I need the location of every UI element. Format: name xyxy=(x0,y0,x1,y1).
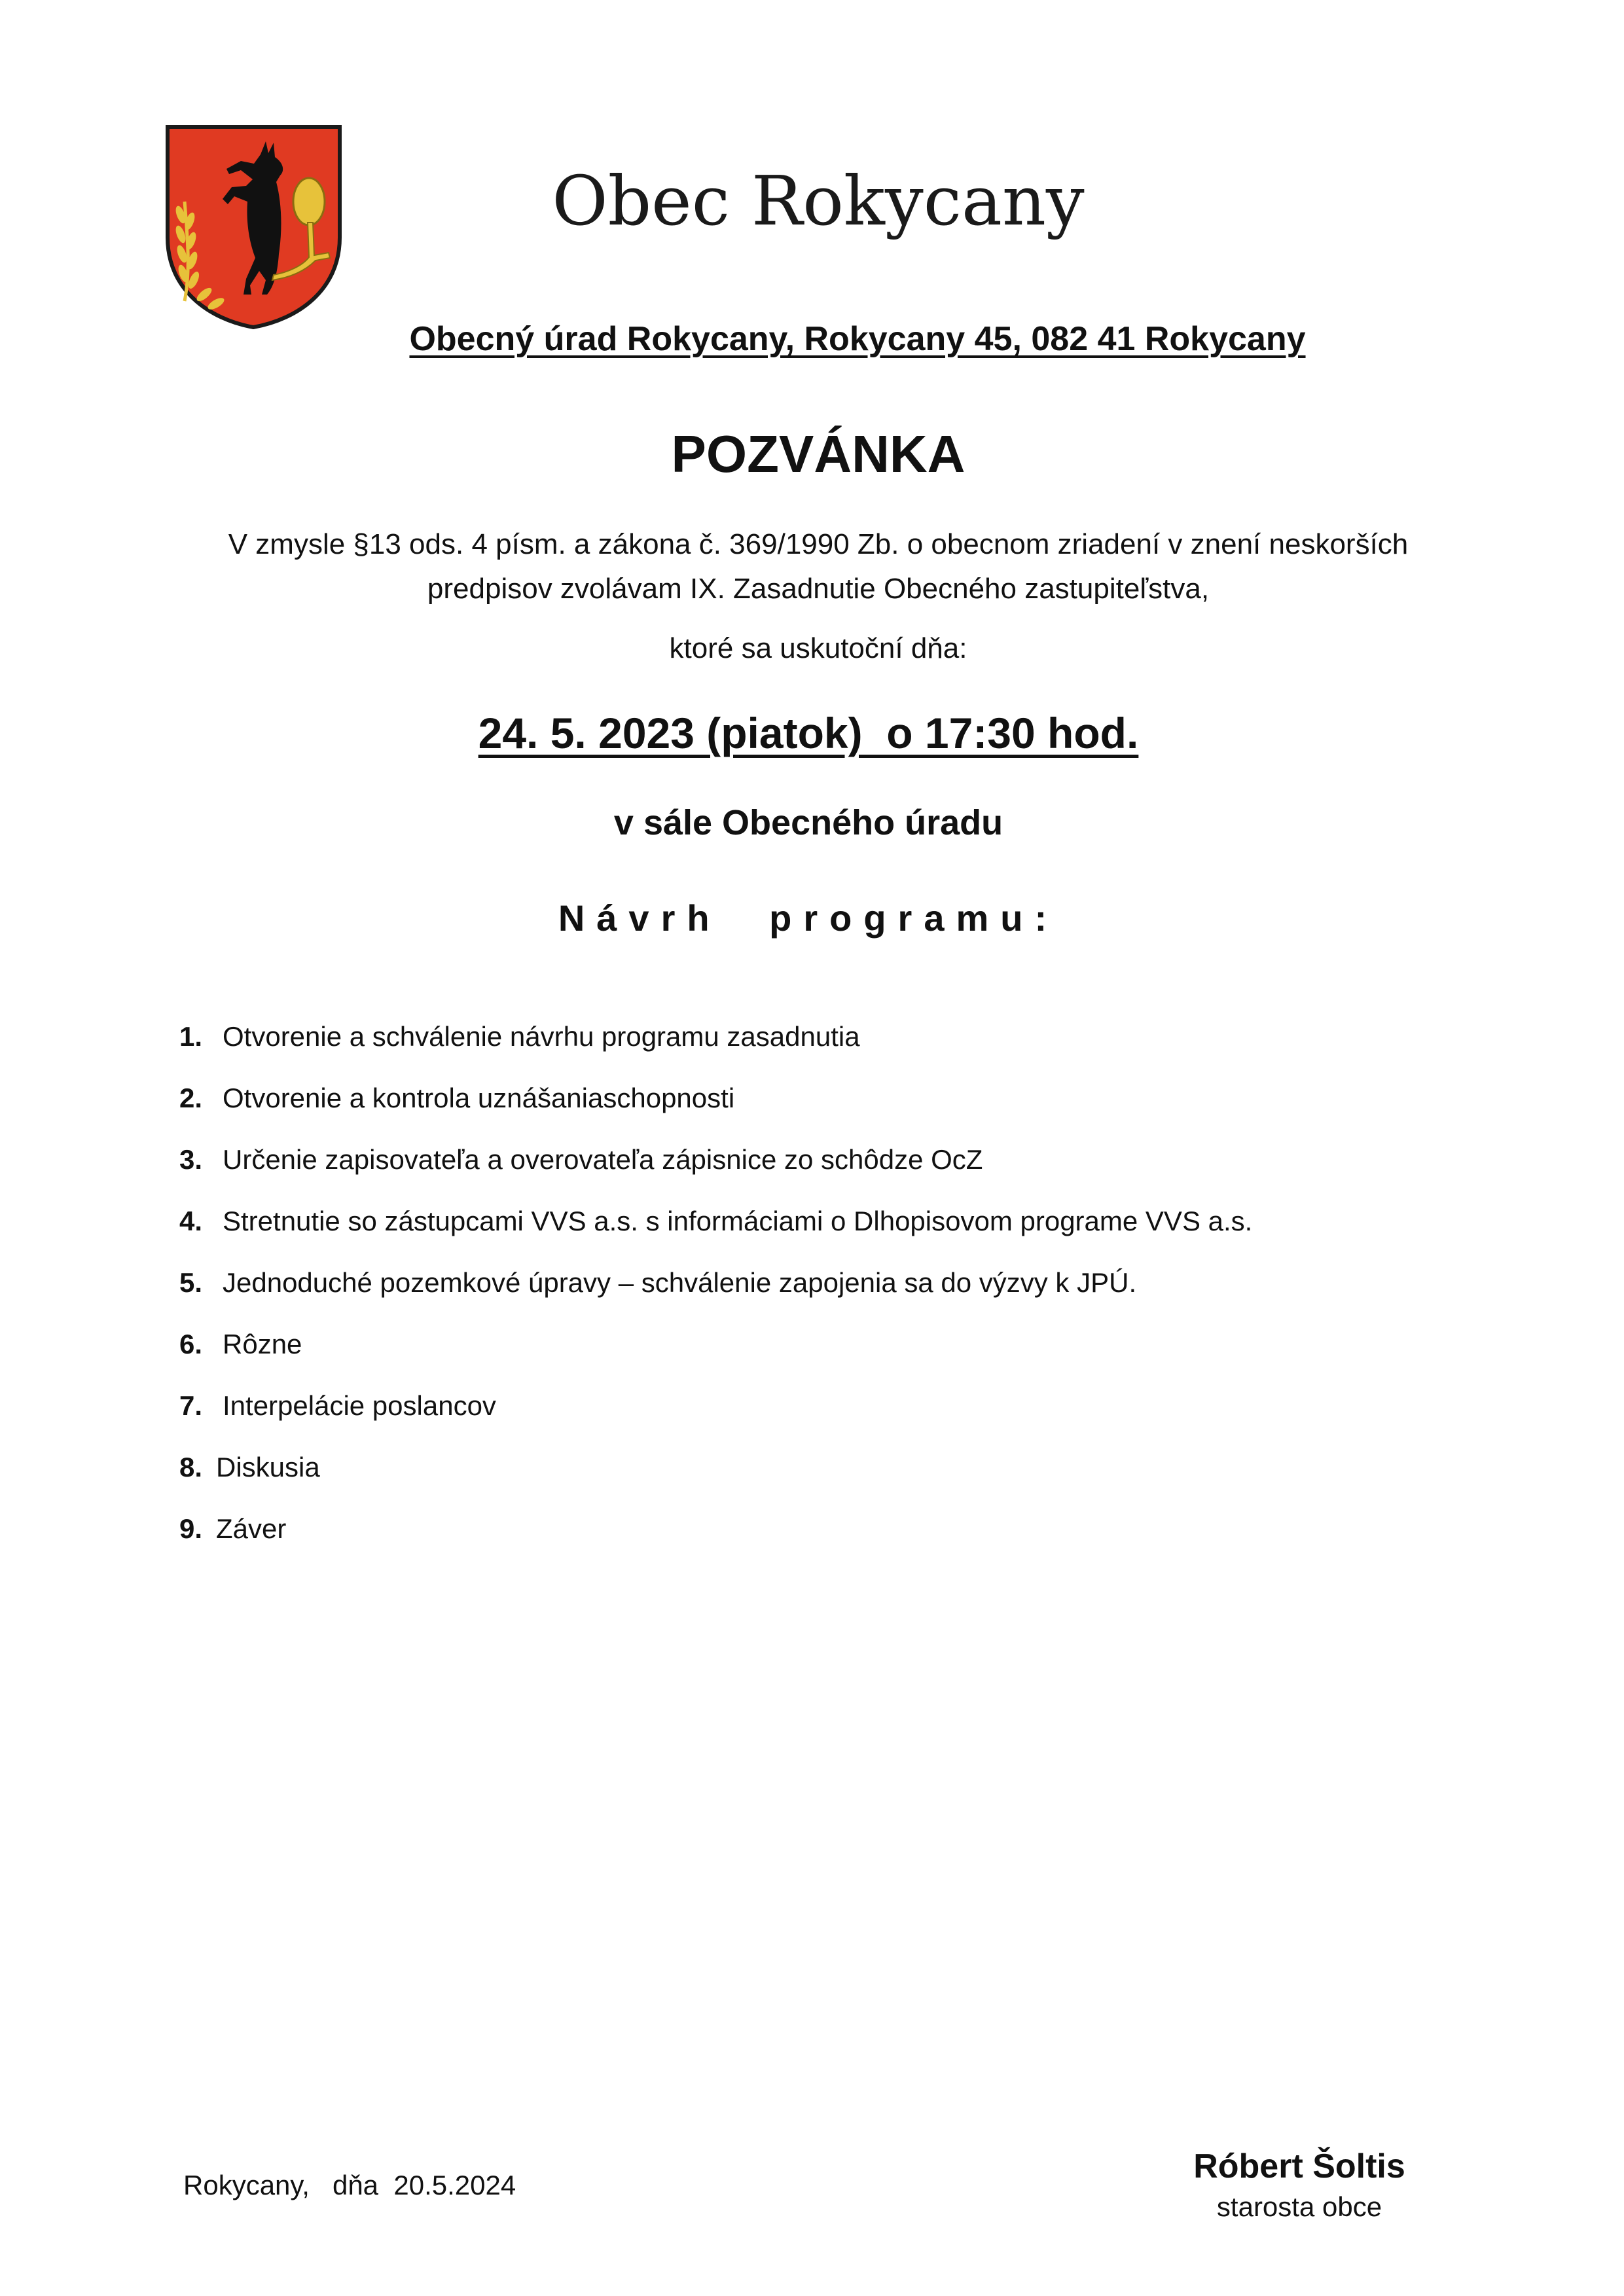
date-intro: ktoré sa uskutoční dňa: xyxy=(669,632,967,664)
item-number: 8. xyxy=(179,1452,203,1482)
program-item xyxy=(179,1206,1456,1267)
item-text: Otvorenie a schválenie návrhu programu zasadnutia xyxy=(223,1021,860,1052)
coat-of-arms-image xyxy=(164,123,344,331)
program-heading: Návrh programu: xyxy=(558,897,1059,939)
item-number: 1. xyxy=(179,1021,203,1052)
item-number: 5. xyxy=(179,1267,203,1298)
item-text: Interpelácie poslancov xyxy=(223,1390,496,1421)
intro-line-1: V zmysle §13 ods. 4 písm. a zákona č. 369/1990 Zb. o obecnom zriadení v znení neskorších xyxy=(228,528,1409,560)
item-text: Diskusia xyxy=(216,1452,320,1482)
item-number: 6. xyxy=(179,1329,203,1359)
item-text: Stretnutie so zástupcami VVS a.s. s informáciami o Dlhopisovom programe VVS a.s. xyxy=(223,1206,1253,1236)
program-item xyxy=(179,1452,1456,1513)
office-address: Obecný úrad Rokycany, Rokycany 45, 082 41 Rokycany xyxy=(409,320,1306,358)
item-text: Otvorenie a kontrola uznášaniaschopnosti xyxy=(223,1083,735,1113)
program-list xyxy=(179,1021,1456,1575)
item-text: Rôzne xyxy=(223,1329,302,1359)
item-number: 3. xyxy=(179,1144,203,1175)
program-item xyxy=(179,1083,1456,1144)
place-and-date: Rokycany, dňa 20.5.2024 xyxy=(183,2170,516,2200)
municipality-title: Obec Rokycany xyxy=(552,161,1085,241)
item-text: Záver xyxy=(216,1513,287,1544)
item-number: 4. xyxy=(179,1206,203,1236)
signer-role: starosta obce xyxy=(1216,2191,1382,2222)
program-item xyxy=(179,1390,1456,1452)
item-number: 2. xyxy=(179,1083,203,1113)
document-title: POZVÁNKA xyxy=(671,425,965,483)
program-item xyxy=(179,1267,1456,1329)
signer-name: Róbert Šoltis xyxy=(1193,2147,1405,2185)
program-item xyxy=(179,1513,1456,1575)
program-item xyxy=(179,1021,1456,1083)
program-item xyxy=(179,1329,1456,1390)
item-text: Určenie zapisovateľa a overovateľa zápisnice zo schôdze OcZ xyxy=(223,1144,983,1175)
item-number: 7. xyxy=(179,1390,203,1421)
item-number: 9. xyxy=(179,1513,203,1544)
item-text: Jednoduché pozemkové úpravy – schválenie zapojenia sa do výzvy k JPÚ. xyxy=(223,1267,1137,1298)
meeting-date: 24. 5. 2023 (piatok) o 17:30 hod. xyxy=(478,709,1139,757)
program-item xyxy=(179,1144,1456,1206)
intro-paragraph xyxy=(196,522,1440,611)
meeting-venue: v sále Obecného úradu xyxy=(613,803,1003,842)
intro-line-2: predpisov zvolávam IX. Zasadnutie Obecného zastupiteľstva, xyxy=(427,573,1210,605)
